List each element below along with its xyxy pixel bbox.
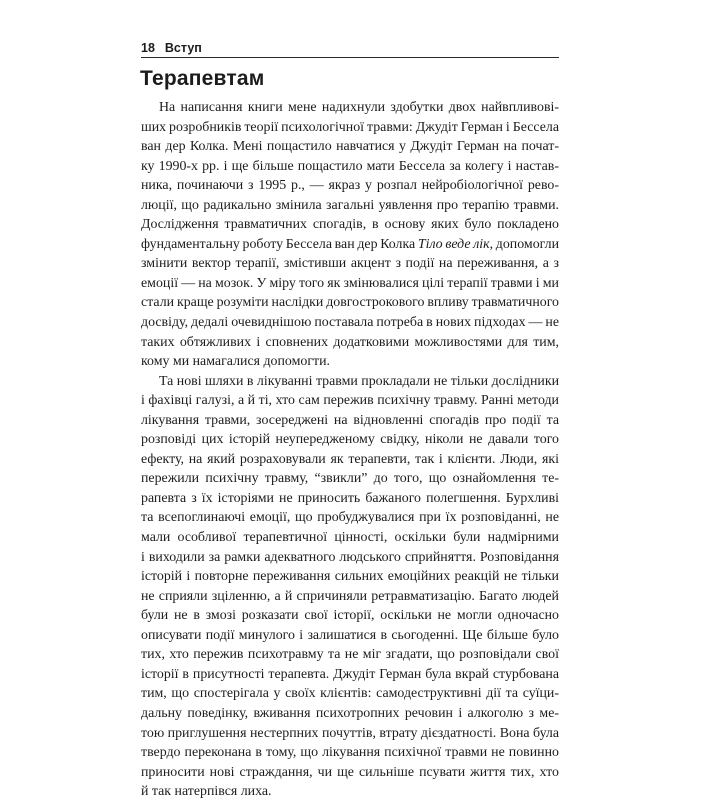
text-line: Та нові шляхи в лікуванні травми прокладали не тільки дослідники	[159, 373, 559, 389]
text-line: ку 1990-х рр. і ще більше пощастило мати Бессела за колегу і настав-	[141, 158, 559, 174]
text-line: кому ми намагалися допомогти.	[141, 354, 331, 370]
text-line: історій і повторне переживання сильних емоційних реакцій не тільки	[141, 569, 559, 585]
text-line: таких обтяжливих і сповнених додатковими можливостями для тим,	[141, 334, 559, 350]
text-line: ника, починаючи з 1995 р., — якраз у розпал нейробіологічної рево-	[141, 178, 559, 194]
running-head	[141, 40, 559, 58]
chapter-title: Терапевтам	[140, 67, 265, 90]
text-line: були не в змозі розказати свої історії, оскільки не могли одночасно	[141, 608, 559, 624]
text-line: стали краще розуміти наслідки довгострокового впливу травматичного	[141, 295, 559, 311]
text-line: емоції — на мозок. У міру того як змінювалися цілі терапії травми і ми	[141, 275, 559, 291]
text-line: лікування травми, зосереджені на відновленні спогадів про події та	[141, 412, 559, 428]
text-line: ших розробників теорії психологічної травми: Джудіт Герман і Бессела	[141, 119, 559, 135]
text-line: історії в присутності терапевта. Джудіт Герман була вкрай стурбована	[141, 666, 559, 682]
paragraph-2	[141, 372, 559, 802]
text-line: ван дер Колка. Мені пощастило навчатися у Джудіт Герман на почат-	[141, 139, 559, 155]
text-line: тим, що спостерігала у своїх клієнтів: самодеструктивні дії та суїци-	[141, 686, 559, 702]
text-line: і виходили за рамки адекватного людського сприйняття. Розповідання	[141, 549, 559, 565]
text-line: описувати події минулого і залишатися в сьогоденні. Ще більше було	[141, 627, 559, 643]
text-line: розповіді цих історій неупередженому свідку, ніколи не давали того	[141, 432, 559, 448]
text-line: люції, що радикально змінила загальні уявлення про терапію травми.	[141, 197, 559, 213]
text-line: і фахівці галузі, а й ті, хто сам пережив психічну травму. Ранні методи	[141, 393, 559, 409]
text-line: дальну поведінку, вживання психотропних речовин і алкоголю з ме-	[141, 705, 559, 721]
text-line: не сприяли зціленню, а й спричиняли ретравматизацію. Багато людей	[141, 588, 559, 604]
text-line: та всепоглинаючі емоції, що пробуджувалися при їх розповіданні, не	[141, 510, 559, 526]
text-line: твердо переконана в тому, що лікування психічної травми не повинно	[141, 745, 559, 761]
body-text	[141, 98, 559, 802]
paragraph-1	[141, 98, 559, 372]
text-line: Дослідження травматичних спогадів, в основу яких було покладено	[141, 217, 559, 233]
text-line: ефекту, на який розраховували як терапевти, так і клієнти. Люди, які	[141, 451, 559, 467]
text-line: тою приглушення нестерпних почуттів, втрату дієздатності. Вона була	[141, 725, 559, 741]
text-line: тих, хто пережив психотравму та не міг згадати, що розповідали свої	[141, 647, 559, 663]
section-name: Вступ	[164, 41, 202, 55]
text-line-with-book-title	[141, 235, 559, 255]
text-line: мали особливої терапевтичної цінності, оскільки були надмірними	[141, 530, 559, 546]
text-line: змінити вектор терапії, змістивши акцент з події на переживання, а з	[141, 256, 559, 272]
text-line: досвіду, дедалі очевиднішою поставала потреба в нових підходах — не	[141, 315, 559, 331]
text-line: й так натерпівся лиха.	[141, 784, 272, 800]
text-fragment: фундаментальну роботу Бессела ван дер Колка	[141, 236, 418, 252]
text-line: пережили психічну травму, “звикли” до того, що ознайомлення те-	[141, 471, 559, 487]
text-fragment: , допомогли	[489, 236, 560, 252]
book-title: Тіло веде лік	[417, 236, 490, 252]
text-line: рапевта з їх історіями не приносить бажаного полегшення. Бурхливі	[141, 490, 559, 506]
text-line: приносити нові страждання, чи ще сильніше псувати життя тих, хто	[141, 764, 559, 780]
page-number: 18	[141, 41, 155, 55]
text-line: На написання книги мене надихнули здобутки двох найвпливові-	[159, 100, 559, 115]
